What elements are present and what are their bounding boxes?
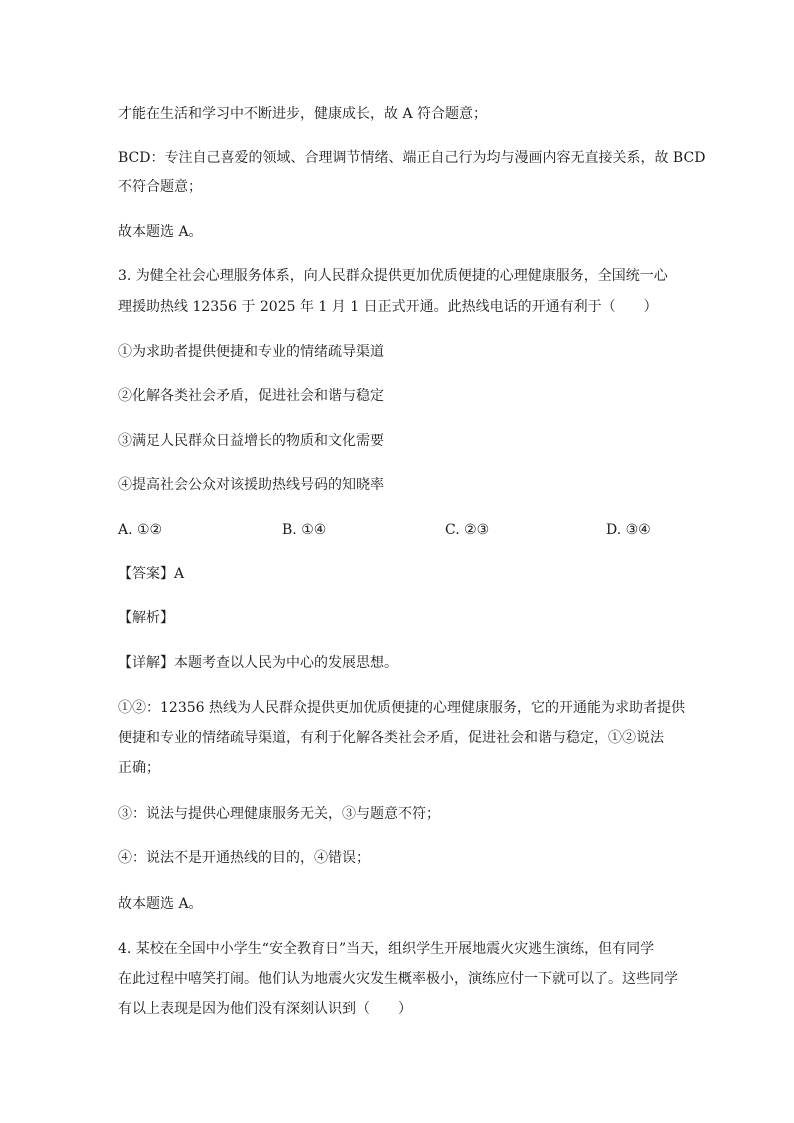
statement-1: ①为求助者提供便捷和专业的情绪疏导渠道 bbox=[118, 344, 384, 360]
question-4-stem: 4. 某校在全国中小学生“安全教育日”当天，组织学生开展地震火灾逃生演练，但有同学 bbox=[118, 941, 655, 957]
question-3-stem: 理援助热线 12356 于 2025 年 1 月 1 日正式开通。此热线电话的开通有利于（ ） bbox=[118, 299, 658, 315]
text-line: 不符合题意； bbox=[118, 179, 202, 195]
question-4-stem: 在此过程中嘻笑打闹。他们认为地震火灾发生概率极小，演练应付一下就可以了。这些同学 bbox=[118, 971, 678, 987]
explanation-line: ④：说法不是开通热线的目的，④错误； bbox=[118, 850, 370, 866]
text-line: BCD：专注自己喜爱的领域、合理调节情绪、端正自己行为均与漫画内容无直接关系，故 BCD bbox=[118, 150, 706, 166]
analysis-heading: 【解析】 bbox=[118, 610, 174, 626]
statement-4: ④提高社会公众对该援助热线号码的知晓率 bbox=[118, 477, 384, 493]
question-4-stem: 有以上表现是因为他们没有深刻认识到（ ） bbox=[118, 1001, 412, 1017]
answer-line: 【答案】A bbox=[118, 566, 185, 582]
explanation-line: ①②：12356 热线为人民群众提供更加优质便捷的心理健康服务，它的开通能为求助者提供 bbox=[118, 700, 685, 716]
option-b: B. ①④ bbox=[282, 522, 327, 538]
explanation-line: 便捷和专业的情绪疏导渠道，有利于化解各类社会矛盾，促进社会和谐与稳定，①②说法 bbox=[118, 730, 664, 746]
option-a: A. ①② bbox=[118, 522, 163, 538]
statement-3: ③满足人民群众日益增长的物质和文化需要 bbox=[118, 433, 384, 449]
option-c: C. ②③ bbox=[445, 522, 490, 538]
statement-2: ②化解各类社会矛盾，促进社会和谐与稳定 bbox=[118, 388, 384, 404]
conclusion-line: 故本题选 A。 bbox=[118, 224, 203, 240]
conclusion-line: 故本题选 A。 bbox=[118, 896, 203, 912]
text-line: 才能在生活和学习中不断进步，健康成长，故 A 符合题意； bbox=[118, 106, 488, 122]
explanation-line: 正确； bbox=[118, 760, 160, 776]
option-d: D. ③④ bbox=[606, 522, 651, 538]
question-3-stem: 3. 为健全社会心理服务体系，向人民群众提供更加优质便捷的心理健康服务，全国统一心 bbox=[118, 268, 668, 284]
detail-line: 【详解】本题考查以人民为中心的发展思想。 bbox=[118, 655, 398, 671]
explanation-line: ③：说法与提供心理健康服务无关，③与题意不符； bbox=[118, 806, 440, 822]
answer-options bbox=[118, 520, 678, 540]
